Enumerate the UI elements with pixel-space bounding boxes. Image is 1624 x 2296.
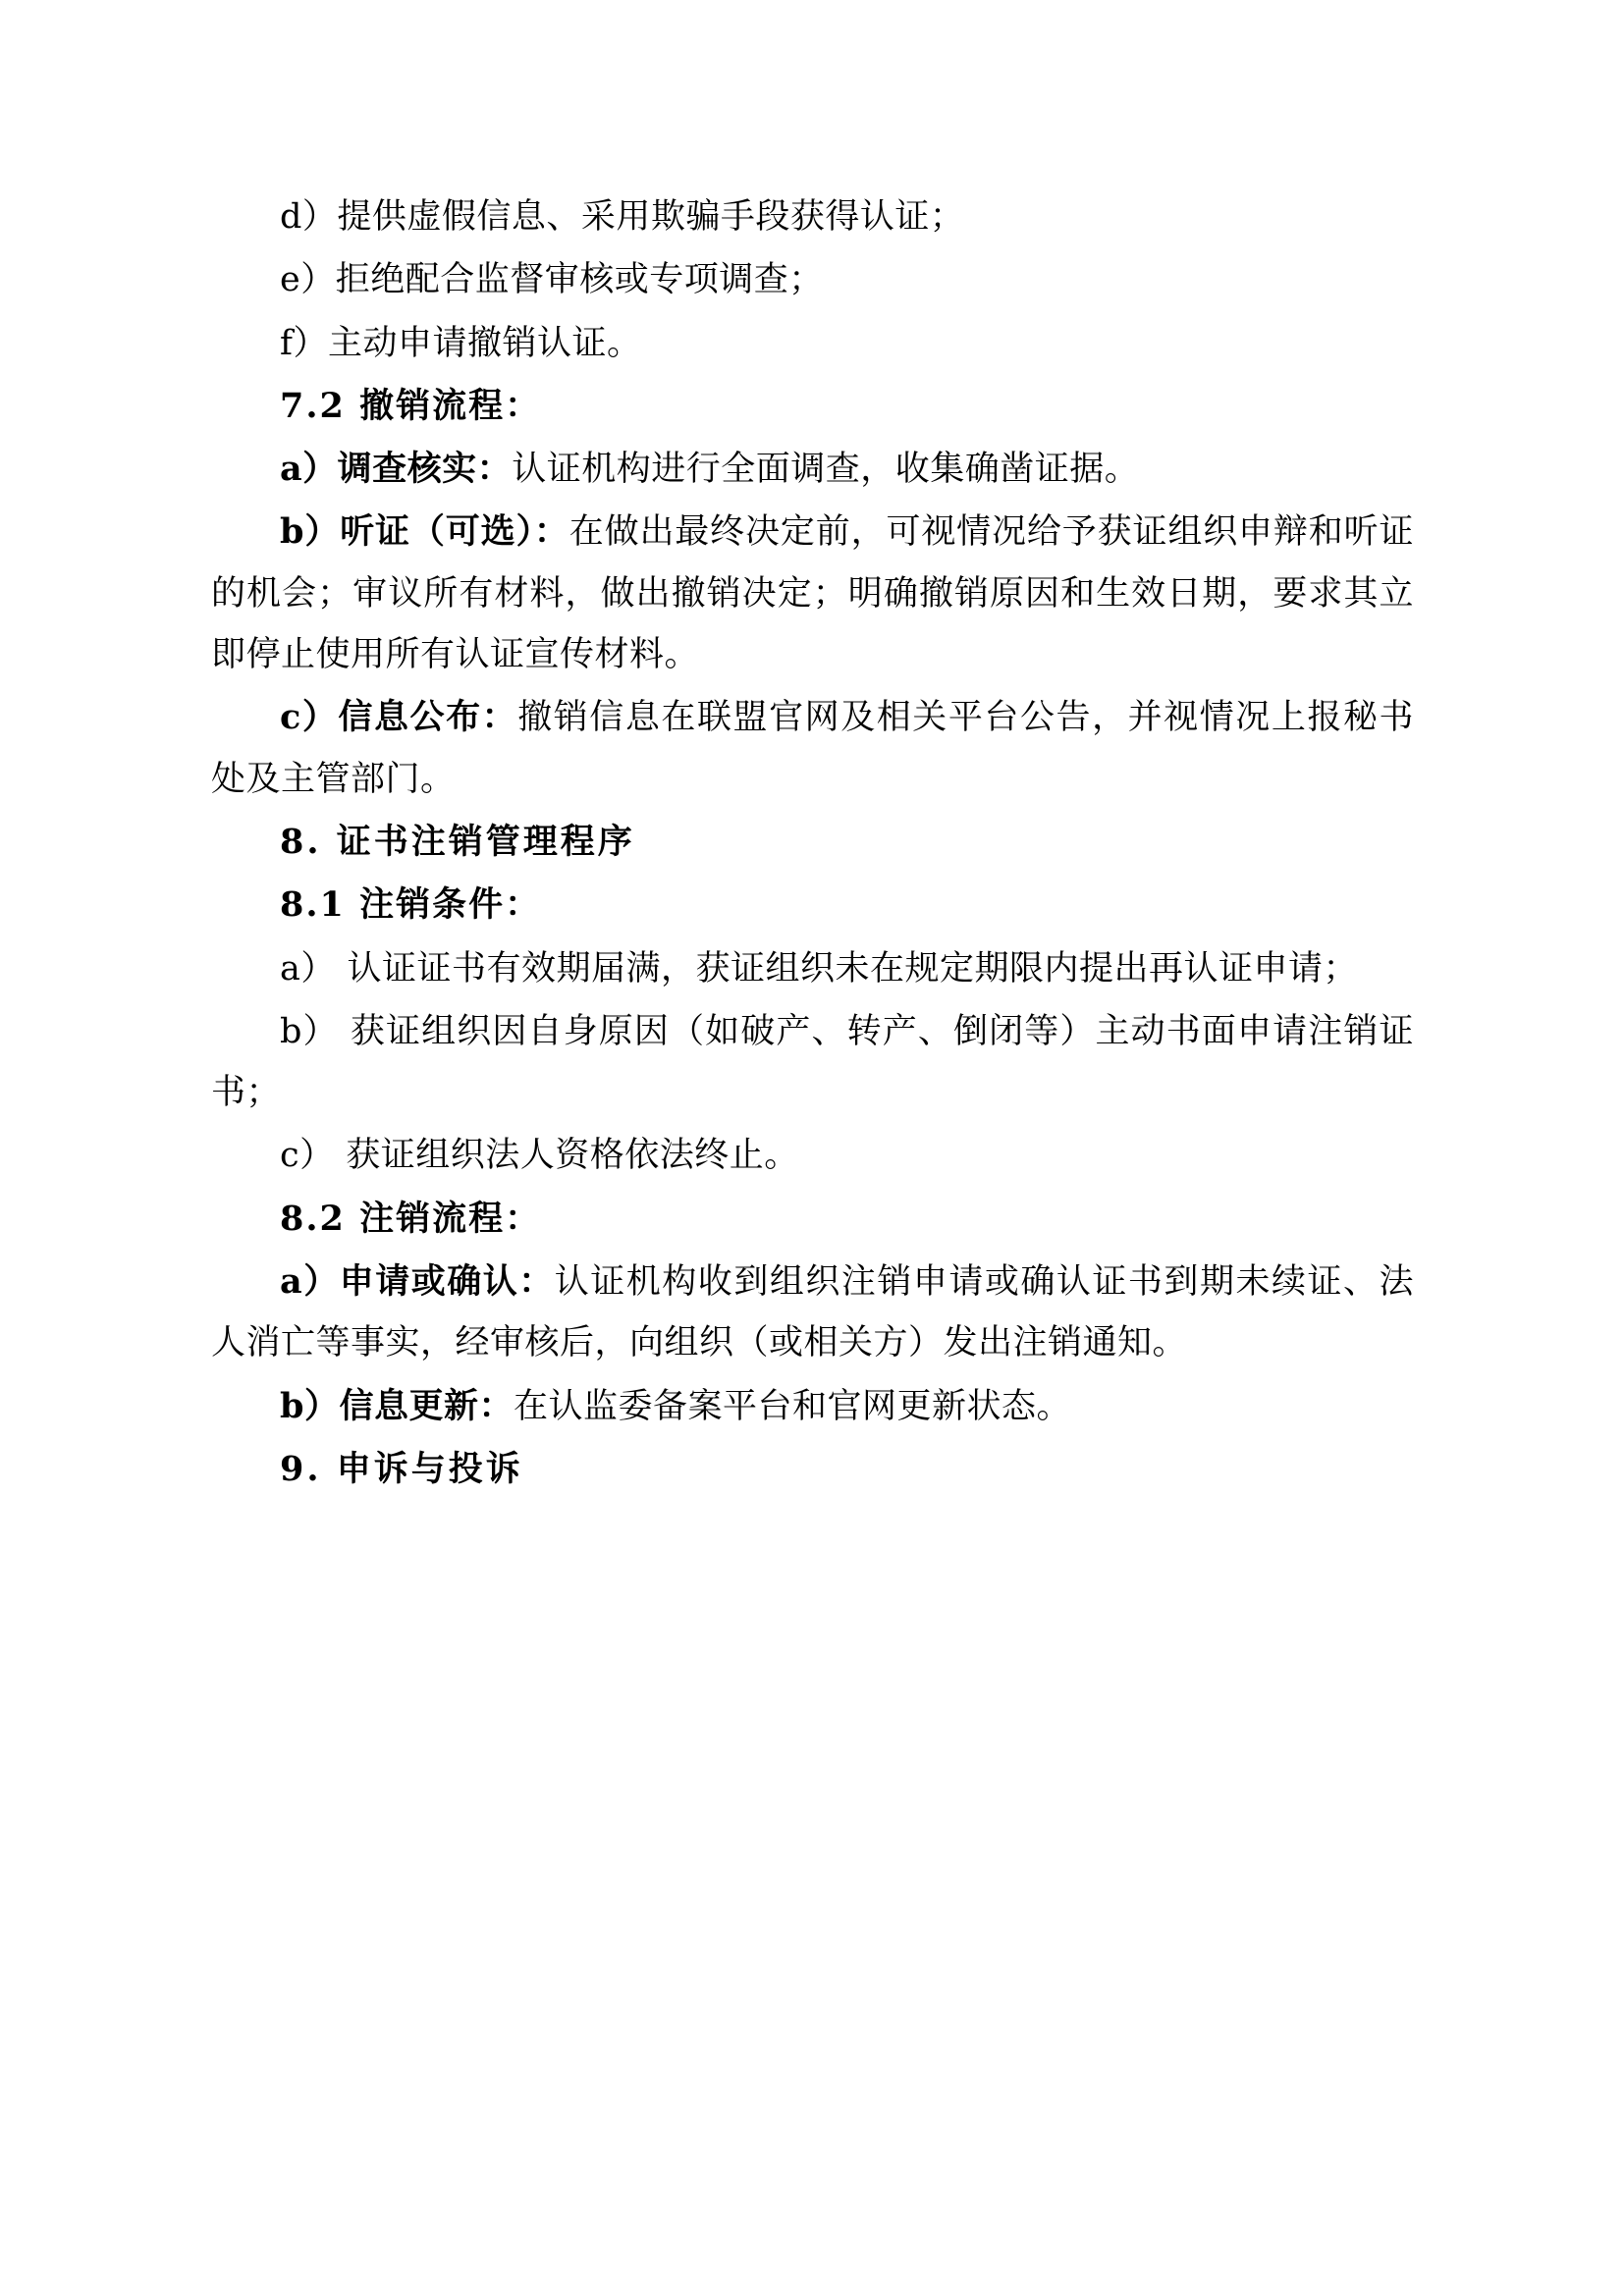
section-heading-9: 9. 申诉与投诉 (280, 1448, 523, 1489)
paragraph-text: 撤销信息在联盟官网及相关平台公告，并视情况上报秘书处及主管部门。 (211, 698, 1414, 799)
list-item: b） 获证组织因自身原因（如破产、转产、倒闭等）主动书面申请注销证书； (211, 1011, 1414, 1113)
paragraph-text: 在认监委备案平台和官网更新状态。 (513, 1386, 1071, 1426)
section-heading-8-1: 8.1 注销条件： (280, 884, 542, 926)
paragraph-lead: a）申请或确认： (280, 1261, 555, 1303)
list-item: c） 获证组织法人资格依法终止。 (280, 1136, 799, 1176)
paragraph-lead: a）调查核实： (280, 449, 513, 490)
paragraph-lead: c）信息公布： (280, 697, 518, 738)
paragraph-8-2-a (211, 1252, 1414, 1374)
list-item: e）拒绝配合监督审核或专项调查； (280, 260, 824, 300)
paragraph-lead: b）听证（可选）： (280, 511, 569, 553)
paragraph-text: 在做出最终决定前，可视情况给予获证组织申辩和听证的机会；审议所有材料，做出撤销决定；明确撤销原因和生效日期，要求其立即停止使用所有认证宣传材料。 (211, 512, 1414, 675)
paragraph-7-2-a (211, 439, 1414, 500)
paragraph-lead: b）信息更新： (280, 1385, 514, 1426)
list-item: f）主动申请撤销认证。 (280, 323, 642, 363)
list-item: d）提供虚假信息、采用欺骗手段获得认证； (280, 197, 965, 237)
paragraph-7-2-c (211, 687, 1414, 810)
section-heading-8-2: 8.2 注销流程： (280, 1198, 542, 1239)
section-heading-7-2: 7.2 撤销流程： (280, 385, 542, 426)
list-item: a） 认证证书有效期届满，获证组织未在规定期限内提出再认证申请； (280, 948, 1358, 988)
paragraph-text: 认证机构收到组织注销申请或确认证书到期未续证、法人消亡等事实，经审核后，向组织（或相关方）发出注销通知。 (211, 1262, 1414, 1363)
paragraph-7-2-b (211, 502, 1414, 685)
paragraph-8-2-b (211, 1376, 1414, 1437)
paragraph-text: 认证机构进行全面调查，收集确凿证据。 (512, 450, 1140, 490)
section-heading-8: 8. 证书注销管理程序 (280, 821, 635, 862)
document-body (211, 187, 1414, 1500)
